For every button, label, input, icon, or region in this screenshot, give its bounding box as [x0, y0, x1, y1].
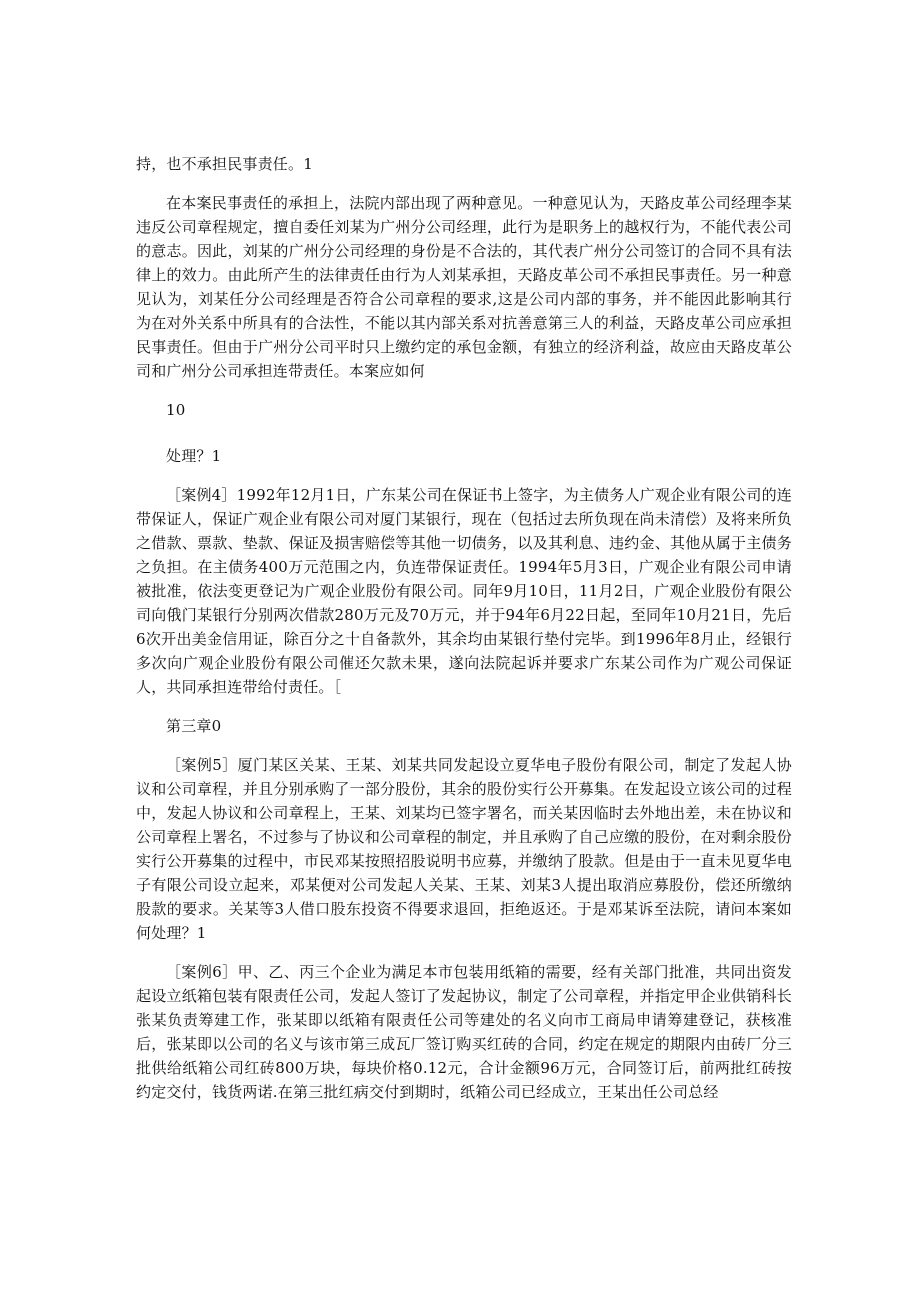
paragraph-continuation: 持，也不承担民事责任。1: [136, 155, 313, 173]
document-body: [136, 152, 792, 1119]
paragraph-case-4: ［案例4］1992年12月1日，广东某公司在保证书上签字，为主债务人广观企业有限公司的连带保证人，保证广观企业有限公司对厦门某银行，现在（包括过去所负现在尚未清偿）及将来所负之借款、票款、垫款、保证及损害赔偿等其他一切债务，以及其利息、违约金、其他从属于主债务之负担。在主债务400万元范围之内，负连带保证责任。1994年5月3日，广观企业有限公司申请被批准，依法变更登记为广观企业股份有限公司。同年9月10日，11月2日，广观企业股份有限公司向俄门某银行分别两次借款280万元及70万元，并于94年6月22日起，至同年10月21日，先后6次开出美金信用证，除百分之十自备款外，其余均由某银行垫付完毕。到1996年8月止，经银行多次向广观企业股份有限公司催还欠款未果，遂向法院起诉并要求广东某公司作为广观公司保证人，共同承担连带给付责任。［: [136, 486, 792, 696]
chapter-heading: 第三章0: [166, 717, 222, 735]
paragraph-opinions: 在本案民事责任的承担上，法院内部出现了两种意见。一种意见认为，天路皮革公司经理李某违反公司章程规定，擅自委任刘某为广州分公司经理，此行为是职务上的越权行为，不能代表公司的意志。因此，刘某的广州分公司经理的身份是不合法的，其代表广州分公司签订的合同不具有法律上的效力。由此所产生的法律责任由行为人刘某承担，天路皮革公司不承担民事责任。另一种意见认为，刘某任分公司经理是否符合公司章程的要求,这是公司内部的事务，并不能因此影响其行为在对外关系中所具有的合法性，不能以其内部关系对抗善意第三人的利益，天路皮革公司应承担民事责任。但由于广州分公司平时只上缴约定的承包金额，有独立的经济利益，故应由天路皮革公司和广州分公司承担连带责任。本案应如何: [136, 194, 792, 380]
paragraph-case-5: ［案例5］厦门某区关某、王某、刘某共同发起设立夏华电子股份有限公司，制定了发起人协议和公司章程，并且分别承购了一部分股份，其余的股份实行公开募集。在发起设立该公司的过程中，发起人协议和公司章程上，王某、刘某均已签字署名，而关某因临时去外地出差，未在协议和公司章程上署名，不过参与了协议和公司章程的制定，并且承购了自己应缴的股份，在对剩余股份实行公开募集的过程中，市民邓某按照招股说明书应募，并缴纳了股款。但是由于一直未见夏华电子有限公司设立起来，邓某便对公司发起人关某、王某、刘某3人提出取消应募股份，偿还所缴纳股款的要求。关某等3人借口股东投资不得要求退回，拒绝返还。于是邓某诉至法院，请问本案如何处理？1: [136, 756, 792, 942]
page-number: 10: [166, 401, 186, 419]
paragraph-case-6: ［案例6］甲、乙、丙三个企业为满足本市包装用纸箱的需要，经有关部门批准，共同出资发起设立纸箱包装有限责任公司，发起人签订了发起协议，制定了公司章程，并指定甲企业供销科长张某负责筹建工作，张某即以纸箱有限责任公司等建处的名义向市工商局申请筹建登记，获核准后，张某即以公司的名义与该市第三成瓦厂签订购买红砖的合同，约定在规定的期限内由砖厂分三批供给纸箱公司红砖800万块，每块价格0.12元，合计金额96万元，合同签订后，前两批红砖按约定交付，钱货两诺.在第三批红病交付到期时，纸箱公司已经成立，王某出任公司总经: [136, 963, 792, 1101]
paragraph-question: 处理？1: [166, 447, 222, 465]
